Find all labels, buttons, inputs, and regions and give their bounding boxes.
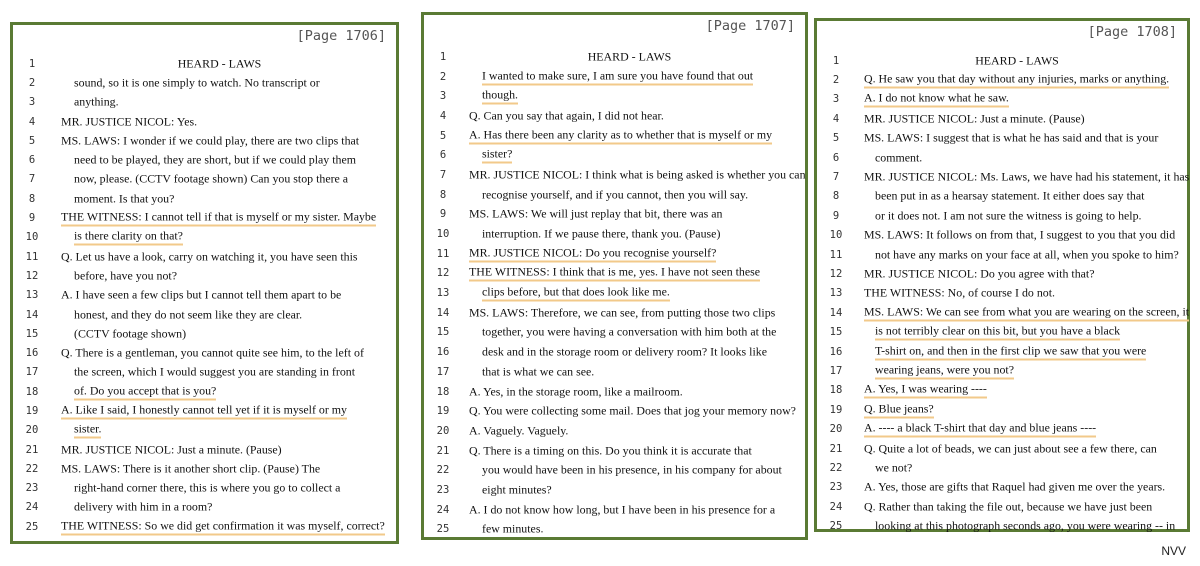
line-number: 19 xyxy=(25,404,39,417)
page-number-label: [Page 1708] xyxy=(1087,24,1177,40)
line-text: you would have been in his presence, in his company for about xyxy=(482,462,782,477)
line-number: 14 xyxy=(436,306,450,319)
line-number: 12 xyxy=(436,267,450,280)
transcript-line xyxy=(424,67,805,87)
line-text: A. Yes, I was wearing ---- xyxy=(864,382,987,399)
transcript-line xyxy=(817,70,1187,89)
transcript-line xyxy=(817,439,1187,458)
transcript-line xyxy=(817,148,1187,167)
line-number: 14 xyxy=(829,306,843,319)
transcript-line xyxy=(424,224,805,244)
line-number: 21 xyxy=(25,443,39,456)
page-heading: HEARD - LAWS xyxy=(587,49,672,64)
transcript-line xyxy=(424,185,805,205)
page-heading: HEARD - LAWS xyxy=(975,53,1059,68)
line-text: been put in as a hearsay statement. It either does say that xyxy=(875,188,1145,203)
transcript-lines xyxy=(13,54,396,536)
line-number: 3 xyxy=(28,96,36,109)
transcript-line xyxy=(13,324,396,343)
transcript-line xyxy=(13,247,396,266)
line-number: 22 xyxy=(829,461,843,474)
page-heading: HEARD - LAWS xyxy=(177,56,262,71)
line-number: 15 xyxy=(829,326,843,339)
line-text: before, have you not? xyxy=(74,268,178,283)
line-number: 23 xyxy=(436,483,450,496)
line-number: 24 xyxy=(25,501,39,514)
line-text: Q. Can you say that again, I did not hear. xyxy=(469,108,664,123)
line-text: need to be played, they are short, but if we could play them xyxy=(74,152,356,167)
line-text: though. xyxy=(482,88,518,105)
line-text: Q. Let us have a look, carry on watching it, you have seen this xyxy=(61,249,358,264)
transcript-page-1707 xyxy=(421,12,808,540)
transcript-line xyxy=(13,421,396,440)
line-number: 6 xyxy=(28,154,36,167)
line-text: not have any marks on your face at all, when you spoke to him? xyxy=(875,247,1179,262)
line-number: 10 xyxy=(436,228,450,241)
line-text: clips before, but that does look like me. xyxy=(482,285,670,302)
transcript-line xyxy=(13,228,396,247)
transcript-line xyxy=(817,167,1190,186)
line-number: 5 xyxy=(832,132,840,145)
line-number: 1 xyxy=(832,54,840,67)
transcript-line xyxy=(13,112,396,131)
transcript-line xyxy=(817,226,1187,245)
transcript-line xyxy=(817,129,1187,148)
line-number: 25 xyxy=(25,520,39,533)
line-text: eight minutes? xyxy=(482,482,552,497)
line-number: 3 xyxy=(832,93,840,106)
transcript-line xyxy=(13,189,396,208)
transcript-line xyxy=(817,322,1187,341)
line-number: 20 xyxy=(829,423,843,436)
line-number: 24 xyxy=(436,503,450,516)
line-text: or it does not. I am not sure the witness is going to help. xyxy=(875,208,1142,223)
line-text: comment. xyxy=(875,150,923,165)
line-text: Q. You were collecting some mail. Does that jog your memory now? xyxy=(469,403,796,418)
line-number: 2 xyxy=(28,76,36,89)
transcript-line xyxy=(424,303,805,323)
transcript-line xyxy=(13,343,396,362)
transcript-line xyxy=(817,90,1187,109)
transcript-line xyxy=(424,47,805,67)
transcript-line xyxy=(817,303,1190,322)
line-text: A. Yes, those are gifts that Raquel had given me over the years. xyxy=(864,479,1166,494)
line-number: 8 xyxy=(832,190,840,203)
line-text: right-hand corner there, this is where you go to collect a xyxy=(74,480,341,495)
line-number: 24 xyxy=(829,500,843,513)
line-text: is there clarity on that? xyxy=(74,229,183,246)
line-number: 20 xyxy=(25,424,39,437)
line-text: THE WITNESS: No, of course I do not. xyxy=(864,285,1055,300)
transcript-line xyxy=(817,478,1187,497)
line-number: 10 xyxy=(829,229,843,242)
transcript-line xyxy=(817,206,1187,225)
line-text: MS. LAWS: We will just replay that bit, there was an xyxy=(469,206,723,221)
transcript-line xyxy=(424,421,805,441)
page-number-label: [Page 1707] xyxy=(705,18,795,34)
transcript-line xyxy=(817,245,1187,264)
transcript-line xyxy=(13,517,396,536)
transcript-line xyxy=(424,520,805,540)
transcript-line xyxy=(13,440,396,459)
line-text: MR. JUSTICE NICOL: Ms. Laws, we have had his statement, it has xyxy=(864,169,1190,184)
transcript-line xyxy=(13,401,396,420)
line-text: desk and in the storage room or delivery room? It looks like xyxy=(482,344,767,359)
line-number: 5 xyxy=(439,129,447,142)
line-text: A. Yes, in the storage room, like a mailroom. xyxy=(469,384,683,399)
transcript-line xyxy=(424,342,805,362)
line-text: we not? xyxy=(875,460,913,475)
line-text: Q. Rather than taking the file out, because we have just been xyxy=(864,499,1153,514)
line-number: 1 xyxy=(28,57,36,70)
line-text: Q. Quite a lot of beads, we can just about see a few there, can xyxy=(864,441,1157,455)
line-text: that is what we can see. xyxy=(482,364,595,379)
line-text: the screen, which I would suggest you are standing in front xyxy=(74,364,356,379)
line-text: THE WITNESS: So we did get confirmation it was myself, correct? xyxy=(61,518,385,535)
transcript-line xyxy=(817,342,1187,361)
line-text: Q. There is a gentleman, you cannot quite see him, to the left of xyxy=(61,345,364,360)
line-number: 2 xyxy=(439,70,447,83)
line-text: interruption. If we pause there, thank you. (Pause) xyxy=(482,226,721,241)
line-number: 19 xyxy=(436,405,450,418)
transcript-line xyxy=(817,284,1187,303)
watermark: NVV xyxy=(1161,544,1186,558)
transcript-line xyxy=(13,286,396,305)
transcript-line xyxy=(424,126,805,146)
line-text: MR. JUSTICE NICOL: Do you recognise yourself? xyxy=(469,245,716,262)
line-number: 23 xyxy=(25,482,39,495)
line-text: now, please. (CCTV footage shown) Can you stop there a xyxy=(74,171,349,186)
line-number: 18 xyxy=(829,384,843,397)
transcript-line xyxy=(424,283,805,303)
line-text: A. ---- a black T-shirt that day and blue jeans ---- xyxy=(864,421,1096,438)
line-number: 11 xyxy=(436,247,450,260)
line-number: 18 xyxy=(25,385,39,398)
line-number: 6 xyxy=(832,151,840,164)
line-text: MS. LAWS: We can see from what you are wearing on the screen, it xyxy=(864,304,1189,321)
line-number: 19 xyxy=(829,403,843,416)
line-text: MS. LAWS: I suggest that is what he has said and that is your xyxy=(864,130,1159,145)
transcript-line xyxy=(424,500,805,520)
transcript-line xyxy=(424,205,805,225)
transcript-line xyxy=(13,54,396,73)
line-text: THE WITNESS: I think that is me, yes. I have not seen these xyxy=(469,265,760,282)
line-number: 22 xyxy=(436,464,450,477)
line-number: 8 xyxy=(28,192,36,205)
transcript-line xyxy=(424,264,805,284)
line-number: 7 xyxy=(439,168,447,181)
line-text: honest, and they do not seem like they are clear. xyxy=(74,307,303,321)
line-text: A. Has there been any clarity as to whether that is myself or my xyxy=(469,127,772,144)
page-number-label: [Page 1706] xyxy=(296,28,386,44)
line-number: 21 xyxy=(436,444,450,457)
line-number: 16 xyxy=(829,345,843,358)
line-number: 4 xyxy=(439,109,447,122)
line-number: 2 xyxy=(832,74,840,87)
line-text: A. I do not know what he saw. xyxy=(864,91,1009,108)
line-number: 13 xyxy=(25,289,39,302)
line-number: 6 xyxy=(439,149,447,162)
line-text: sister? xyxy=(482,147,512,164)
line-text: MS. LAWS: Therefore, we can see, from putting those two clips xyxy=(469,305,776,320)
line-text: I wanted to make sure, I am sure you have found that out xyxy=(482,68,753,85)
line-text: Q. He saw you that day without any injuries, marks or anything. xyxy=(864,72,1169,89)
line-number: 3 xyxy=(439,90,447,103)
transcript-line xyxy=(13,479,396,498)
line-text: T-shirt on, and then in the first clip we saw that you were xyxy=(875,343,1146,360)
transcript-line xyxy=(13,459,396,478)
transcript-line xyxy=(13,131,396,150)
line-text: A. Vaguely. Vaguely. xyxy=(469,423,569,438)
line-text: sound, so it is one simply to watch. No transcript or xyxy=(74,75,320,90)
line-text: A. Like I said, I honestly cannot tell yet if it is myself or my xyxy=(61,402,347,419)
transcript-line xyxy=(13,498,396,517)
line-number: 1 xyxy=(439,50,447,63)
line-number: 15 xyxy=(25,327,39,340)
transcript-line xyxy=(424,244,805,264)
transcript-line xyxy=(817,419,1187,438)
line-text: MR. JUSTICE NICOL: Do you agree with that? xyxy=(864,266,1095,281)
line-number: 14 xyxy=(25,308,39,321)
transcript-line xyxy=(817,187,1187,206)
transcript-page-1706 xyxy=(10,22,399,544)
line-number: 11 xyxy=(829,248,843,261)
line-text: of. Do you accept that is you? xyxy=(74,383,216,400)
transcript-line xyxy=(817,264,1187,283)
line-number: 13 xyxy=(436,287,450,300)
transcript-line xyxy=(817,516,1187,535)
transcript-line xyxy=(424,145,805,165)
line-text: MR. JUSTICE NICOL: Yes. xyxy=(61,114,198,129)
line-number: 12 xyxy=(829,267,843,280)
transcript-line xyxy=(13,170,396,189)
line-number: 13 xyxy=(829,287,843,300)
transcript-line xyxy=(13,382,396,401)
transcript-line xyxy=(13,150,396,169)
line-text: moment. Is that you? xyxy=(74,191,175,206)
line-number: 9 xyxy=(832,209,840,222)
transcript-line xyxy=(13,266,396,285)
line-number: 7 xyxy=(28,173,36,186)
transcript-page-1708 xyxy=(814,18,1190,532)
line-number: 7 xyxy=(832,171,840,184)
line-number: 8 xyxy=(439,188,447,201)
line-text: MS. LAWS: There is it another short clip. (Pause) The xyxy=(61,461,321,476)
transcript-line xyxy=(424,362,805,382)
line-text: MS. LAWS: It follows on from that, I suggest to you that you did xyxy=(864,227,1176,242)
transcript-line xyxy=(424,382,805,402)
line-text: few minutes. xyxy=(482,521,544,536)
line-number: 9 xyxy=(28,212,36,225)
line-number: 16 xyxy=(25,347,39,360)
transcript-line xyxy=(424,106,805,126)
line-number: 23 xyxy=(829,481,843,494)
line-text: (CCTV footage shown) xyxy=(74,326,187,341)
transcript-line xyxy=(424,480,805,500)
line-number: 17 xyxy=(25,366,39,379)
line-number: 20 xyxy=(436,424,450,437)
line-text: sister. xyxy=(74,422,101,439)
transcript-line xyxy=(424,401,805,421)
line-text: MR. JUSTICE NICOL: Just a minute. (Pause) xyxy=(61,442,282,457)
line-text: delivery with him in a room? xyxy=(74,499,213,514)
line-number: 18 xyxy=(436,385,450,398)
transcript-line xyxy=(817,381,1187,400)
transcript-line xyxy=(13,208,396,227)
line-text: THE WITNESS: I cannot tell if that is myself or my sister. Maybe xyxy=(61,210,376,227)
transcript-lines xyxy=(817,51,1190,536)
line-text: A. I do not know how long, but I have been in his presence for a xyxy=(469,502,776,517)
line-number: 21 xyxy=(829,442,843,455)
line-number: 12 xyxy=(25,269,39,282)
transcript-line xyxy=(817,51,1187,70)
line-number: 4 xyxy=(832,112,840,125)
line-text: anything. xyxy=(74,94,119,109)
line-text: looking at this photograph seconds ago, you were wearing -- in xyxy=(875,518,1176,533)
line-number: 10 xyxy=(25,231,39,244)
transcript-line xyxy=(817,400,1187,419)
transcript-line xyxy=(424,441,805,461)
line-text: recognise yourself, and if you cannot, then you will say. xyxy=(482,187,749,202)
line-number: 15 xyxy=(436,326,450,339)
transcript-line xyxy=(424,165,805,185)
line-text: Q. There is a timing on this. Do you think it is accurate that xyxy=(469,443,752,458)
transcript-line xyxy=(424,460,805,480)
transcript-line xyxy=(424,86,805,106)
line-number: 9 xyxy=(439,208,447,221)
line-text: MS. LAWS: I wonder if we could play, there are two clips that xyxy=(61,133,360,148)
line-number: 16 xyxy=(436,346,450,359)
line-text: Q. Blue jeans? xyxy=(864,401,934,418)
transcript-lines xyxy=(424,47,805,539)
line-text: together, you were having a conversation with him both at the xyxy=(482,324,777,339)
line-number: 25 xyxy=(829,520,843,533)
line-text: is not terribly clear on this bit, but you have a black xyxy=(875,324,1120,341)
line-text: MR. JUSTICE NICOL: Just a minute. (Pause) xyxy=(864,111,1085,126)
line-number: 17 xyxy=(829,364,843,377)
transcript-line xyxy=(13,73,396,92)
transcript-line xyxy=(817,458,1187,477)
line-number: 5 xyxy=(28,134,36,147)
transcript-line xyxy=(817,361,1187,380)
transcript-line xyxy=(424,323,805,343)
line-text: wearing jeans, were you not? xyxy=(875,362,1014,379)
line-number: 25 xyxy=(436,523,450,536)
transcript-line xyxy=(817,497,1187,516)
line-number: 4 xyxy=(28,115,36,128)
transcript-line xyxy=(817,109,1187,128)
transcript-line xyxy=(13,93,396,112)
line-text: MR. JUSTICE NICOL: I think what is being asked is whether you can xyxy=(469,167,806,182)
transcript-line xyxy=(13,305,396,324)
line-number: 17 xyxy=(436,365,450,378)
transcript-line xyxy=(13,363,396,382)
line-text: A. I have seen a few clips but I cannot tell them apart to be xyxy=(61,287,342,302)
line-number: 22 xyxy=(25,462,39,475)
line-number: 11 xyxy=(25,250,39,263)
